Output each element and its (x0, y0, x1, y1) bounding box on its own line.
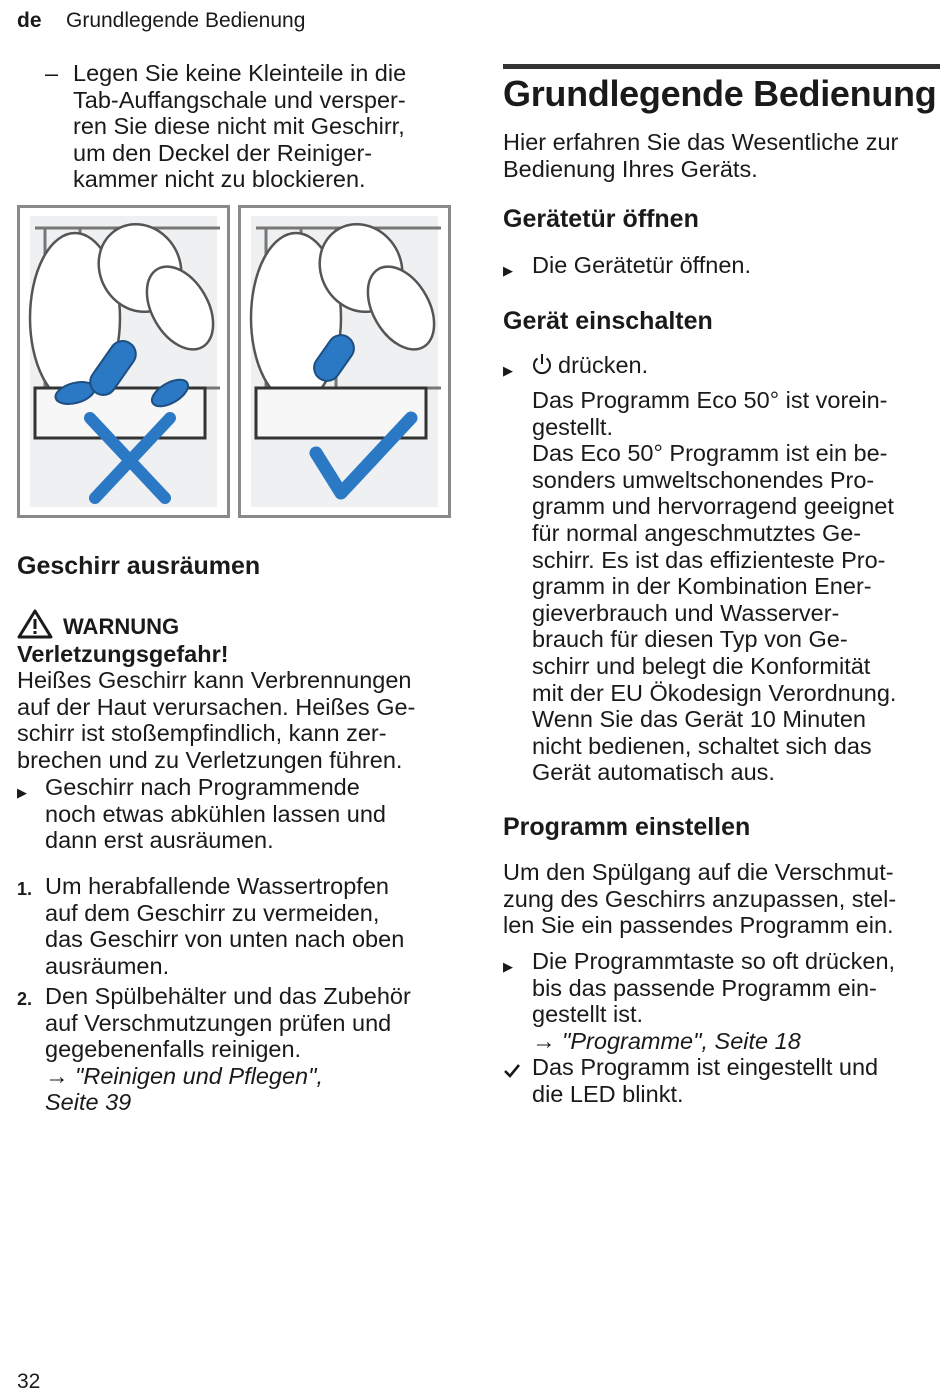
text-line: gestellt. (532, 413, 613, 440)
intro-text (503, 129, 898, 182)
text-line: len Sie ein passendes Programm ein. (503, 912, 894, 939)
text-line: Tab-Auffangschale und versper- (73, 86, 406, 113)
dash-marker: – (45, 60, 59, 86)
warning-subtitle: Verletzungsgefahr! (17, 641, 229, 667)
text-line: Geschirr nach Programmende (45, 774, 360, 800)
warning-heading (17, 609, 179, 645)
text-line: kammer nicht zu blockieren. (73, 166, 366, 193)
text-line: Den Spülbehälter und das Zubehör (45, 983, 411, 1009)
power-result (532, 387, 896, 786)
bullet-triangle-icon: ▶ (503, 363, 513, 378)
text-line: Die Programmtaste so oft drücken, (532, 948, 896, 974)
text-line: ausräumen. (45, 952, 170, 979)
text-line: gegebenenfalls reinigen. (45, 1036, 302, 1063)
bullet-triangle-icon: ▶ (503, 959, 513, 974)
page-title: Grundlegende Bedienung (503, 73, 937, 114)
text-line: Hier erfahren Sie das Wesentliche zur (503, 129, 899, 155)
power-action (503, 352, 648, 381)
text-line: auf der Haut verursachen. Heißes Ge- (17, 693, 416, 720)
text-line: brauch für diesen Typ von Ge- (532, 626, 848, 653)
section-title-door: Gerätetür öffnen (503, 205, 699, 233)
checkmark-icon (503, 1058, 521, 1085)
text-line: auf Verschmutzungen prüfen und (45, 1009, 392, 1036)
illustration-wrong-loading (17, 205, 230, 518)
section-title-power: Gerät einschalten (503, 307, 713, 335)
warning-action (17, 774, 386, 854)
text-line: gestellt ist. (532, 1001, 644, 1028)
step-2 (17, 983, 411, 1116)
program-result (503, 1054, 878, 1107)
section-title-program: Programm einstellen (503, 813, 751, 841)
step-number: 1. (17, 879, 33, 899)
running-header-title: Grundlegende Bedienung (66, 9, 306, 32)
text-line: um den Deckel der Reiniger- (73, 139, 373, 166)
step-1 (17, 873, 404, 979)
text-line: Das Programm ist eingestellt und (532, 1054, 879, 1080)
text-line: Gerät automatisch aus. (532, 759, 775, 786)
warning-icon (17, 609, 53, 645)
cross-reference-link[interactable]: → "Reinigen und Pflegen", (45, 1062, 323, 1089)
program-intro (503, 859, 896, 939)
text-line: schirr ist stoßempfindlich, kann zer- (17, 720, 387, 747)
title-rule (503, 64, 940, 69)
text-line: noch etwas abkühlen lassen und (45, 800, 386, 827)
section-title-unloading: Geschirr ausräumen (17, 552, 261, 580)
text-line: nicht bedienen, schaltet sich das (532, 732, 872, 759)
text-line: gramm und hervorragend geeignet (532, 493, 894, 520)
cross-reference-link[interactable]: → "Programme", Seite 18 (532, 1027, 801, 1054)
text-line: das Geschirr von unten nach oben (45, 926, 405, 953)
dash-list-item (45, 60, 465, 193)
door-action (503, 252, 751, 279)
text-line: drücken. (558, 352, 649, 378)
text-line: Die Gerätetür öffnen. (532, 252, 752, 278)
text-line: Heißes Geschirr kann Verbrennungen (17, 667, 412, 693)
text-line: Um herabfallende Wassertropfen (45, 873, 389, 899)
text-line: ren Sie diese nicht mit Geschirr, (73, 113, 405, 140)
text-line: die LED blinkt. (532, 1080, 684, 1107)
bullet-triangle-icon: ▶ (503, 263, 513, 278)
bullet-triangle-icon: ▶ (17, 785, 27, 800)
text-line: gramm in der Kombination Ener- (532, 573, 872, 600)
text-line: schirr. Es ist das effizienteste Pro- (532, 546, 886, 573)
text-line: auf dem Geschirr zu vermeiden, (45, 899, 380, 926)
text-line: Wenn Sie das Gerät 10 Minuten (532, 706, 866, 733)
step-number: 2. (17, 989, 33, 1009)
program-action (503, 948, 895, 1054)
language-code: de (17, 9, 42, 32)
page-number: 32 (17, 1370, 41, 1393)
text-line: Bedienung Ihres Geräts. (503, 155, 758, 182)
text-line: bis das passende Programm ein- (532, 974, 877, 1001)
power-icon (532, 353, 552, 381)
text-line: Das Eco 50° Programm ist ein be- (532, 440, 888, 467)
text-line: mit der EU Ökodesign Verordnung. (532, 679, 897, 706)
text-line: Das Programm Eco 50° ist vorein- (532, 387, 888, 413)
text-line: Legen Sie keine Kleinteile in die (73, 60, 407, 86)
text-line: für normal angeschmutztes Ge- (532, 519, 862, 546)
text-line: zung des Geschirrs anzupassen, stel- (503, 885, 897, 912)
warning-label: WARNUNG (63, 614, 180, 639)
text-line: schirr und belegt die Konformität (532, 652, 871, 679)
illustration-correct-loading (238, 205, 451, 518)
warning-text (17, 667, 415, 773)
text-line: Um den Spülgang auf die Verschmut- (503, 859, 894, 885)
text-line: brechen und zu Verletzungen führen. (17, 746, 403, 773)
text-line: dann erst ausräumen. (45, 827, 274, 854)
cross-reference-page[interactable]: Seite 39 (45, 1089, 132, 1116)
text-line: sonders umweltschonendes Pro- (532, 466, 875, 493)
text-line: gieverbrauch und Wasserver- (532, 599, 840, 626)
